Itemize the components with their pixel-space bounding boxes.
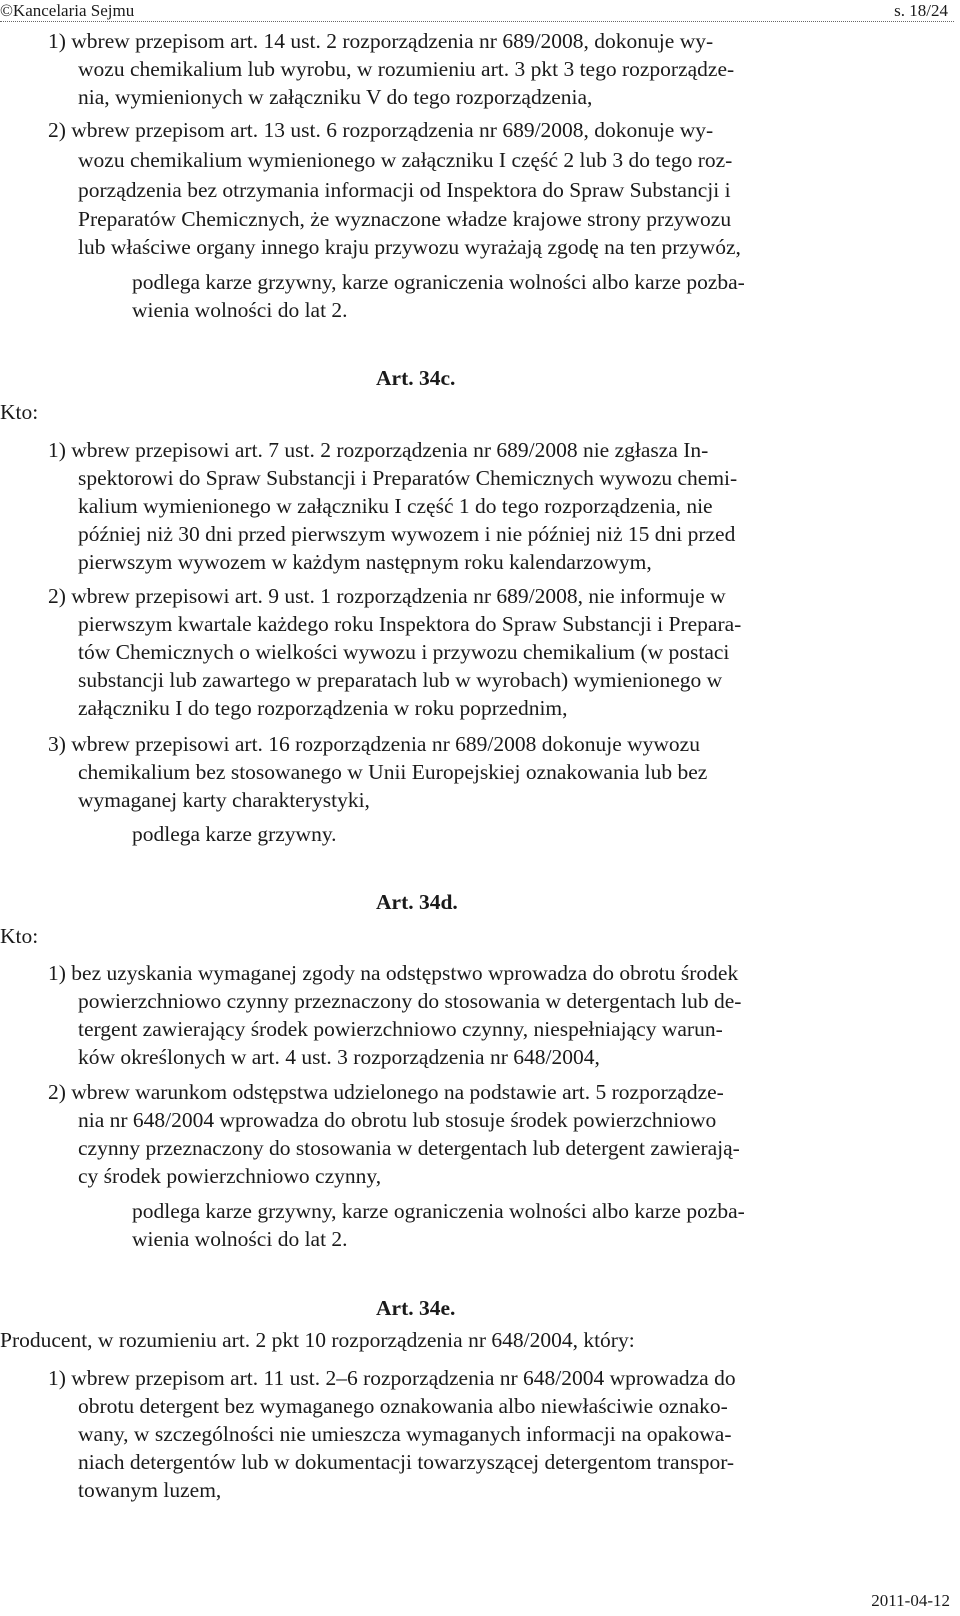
- list-item-line: wymaganej karty charakterystyki,: [78, 788, 370, 812]
- copyright-label: ©Kancelaria Sejmu: [0, 1, 135, 20]
- list-item-line: towanym luzem,: [78, 1478, 222, 1502]
- penalty-line: podlega karze grzywny.: [132, 822, 337, 846]
- article-intro: Kto:: [0, 924, 39, 948]
- list-item-line: 2) wbrew przepisom art. 13 ust. 6 rozporządzenia nr 689/2008, dokonuje wy-: [48, 118, 714, 142]
- list-item-line: Preparatów Chemicznych, że wyznaczone władze krajowe strony przywozu: [78, 207, 732, 231]
- header-divider: [0, 21, 954, 23]
- list-item-line: wozu chemikalium lub wyrobu, w rozumieniu art. 3 pkt 3 tego rozporządze-: [78, 57, 735, 81]
- article-intro: Producent, w rozumieniu art. 2 pkt 10 rozporządzenia nr 648/2004, który:: [0, 1328, 635, 1352]
- penalty-line: podlega karze grzywny, karze ograniczenia wolności albo karze pozba-: [132, 1199, 745, 1223]
- article-heading: Art. 34c.: [376, 366, 456, 390]
- list-item-line: spektorowi do Spraw Substancji i Preparatów Chemicznych wywozu chemi-: [78, 466, 738, 490]
- list-item-line: obrotu detergent bez wymaganego oznakowania albo niewłaściwie oznako-: [78, 1394, 728, 1418]
- list-item-line: powierzchniowo czynny przeznaczony do stosowania w detergentach lub de-: [78, 989, 742, 1013]
- list-item-line: 1) wbrew przepisowi art. 7 ust. 2 rozporządzenia nr 689/2008 nie zgłasza In-: [48, 438, 709, 462]
- article-heading: Art. 34e.: [376, 1296, 456, 1320]
- list-item-line: tergent zawierający środek powierzchniowo czynny, niespełniający warun-: [78, 1017, 723, 1041]
- penalty-line: podlega karze grzywny, karze ograniczenia wolności albo karze pozba-: [132, 270, 745, 294]
- list-item-line: substancji lub zawartego w preparatach lub w wyrobach) wymienionego w: [78, 668, 723, 692]
- list-item-line: lub właściwe organy innego kraju przywozu wyrażają zgodę na ten przywóz,: [78, 235, 741, 259]
- list-item-line: nia, wymienionych w załączniku V do tego rozporządzenia,: [78, 85, 593, 109]
- list-item-line: załączniku I do tego rozporządzenia w roku poprzednim,: [78, 696, 568, 720]
- list-item-line: chemikalium bez stosowanego w Unii Europejskiej oznakowania lub bez: [78, 760, 708, 784]
- list-item-line: 1) wbrew przepisom art. 14 ust. 2 rozporządzenia nr 689/2008, dokonuje wy-: [48, 29, 714, 53]
- list-item-line: kalium wymienionego w załączniku I część 1 do tego rozporządzenia, nie: [78, 494, 713, 518]
- list-item-line: porządzenia bez otrzymania informacji od Inspektora do Spraw Substancji i: [78, 178, 731, 202]
- list-item-line: 1) bez uzyskania wymaganej zgody na odstępstwo wprowadza do obrotu środek: [48, 961, 739, 985]
- list-item-line: wozu chemikalium wymienionego w załączniku I część 2 lub 3 do tego roz-: [78, 148, 733, 172]
- footer-date: 2011-04-12: [871, 1591, 950, 1610]
- list-item-line: tów Chemicznych o wielkości wywozu i przywozu chemikalium (w postaci: [78, 640, 730, 664]
- list-item-line: później niż 30 dni przed pierwszym wywozem i nie później niż 15 dni przed: [78, 522, 736, 546]
- list-item-line: wany, w szczególności nie umieszcza wymaganych informacji na opakowa-: [78, 1422, 732, 1446]
- list-item-line: 2) wbrew przepisowi art. 9 ust. 1 rozporządzenia nr 689/2008, nie informuje w: [48, 584, 726, 608]
- list-item-line: czynny przeznaczony do stosowania w detergentach lub detergent zawierają-: [78, 1136, 740, 1160]
- list-item-line: cy środek powierzchniowo czynny,: [78, 1164, 382, 1188]
- list-item-line: pierwszym kwartale każdego roku Inspektora do Spraw Substancji i Prepara-: [78, 612, 742, 636]
- page-number: s. 18/24: [894, 1, 948, 20]
- penalty-line: wienia wolności do lat 2.: [132, 298, 348, 322]
- article-intro: Kto:: [0, 400, 39, 424]
- penalty-line: wienia wolności do lat 2.: [132, 1227, 348, 1251]
- list-item-line: pierwszym wywozem w każdym następnym roku kalendarzowym,: [78, 550, 652, 574]
- list-item-line: niach detergentów lub w dokumentacji towarzyszącej detergentom transpor-: [78, 1450, 735, 1474]
- list-item-line: ków określonych w art. 4 ust. 3 rozporządzenia nr 648/2004,: [78, 1045, 600, 1069]
- list-item-line: nia nr 648/2004 wprowadza do obrotu lub stosuje środek powierzchniowo: [78, 1108, 717, 1132]
- list-item-line: 3) wbrew przepisowi art. 16 rozporządzenia nr 689/2008 dokonuje wywozu: [48, 732, 700, 756]
- list-item-line: 1) wbrew przepisom art. 11 ust. 2–6 rozporządzenia nr 648/2004 wprowadza do: [48, 1366, 736, 1390]
- list-item-line: 2) wbrew warunkom odstępstwa udzielonego na podstawie art. 5 rozporządze-: [48, 1080, 724, 1104]
- article-heading: Art. 34d.: [376, 890, 458, 914]
